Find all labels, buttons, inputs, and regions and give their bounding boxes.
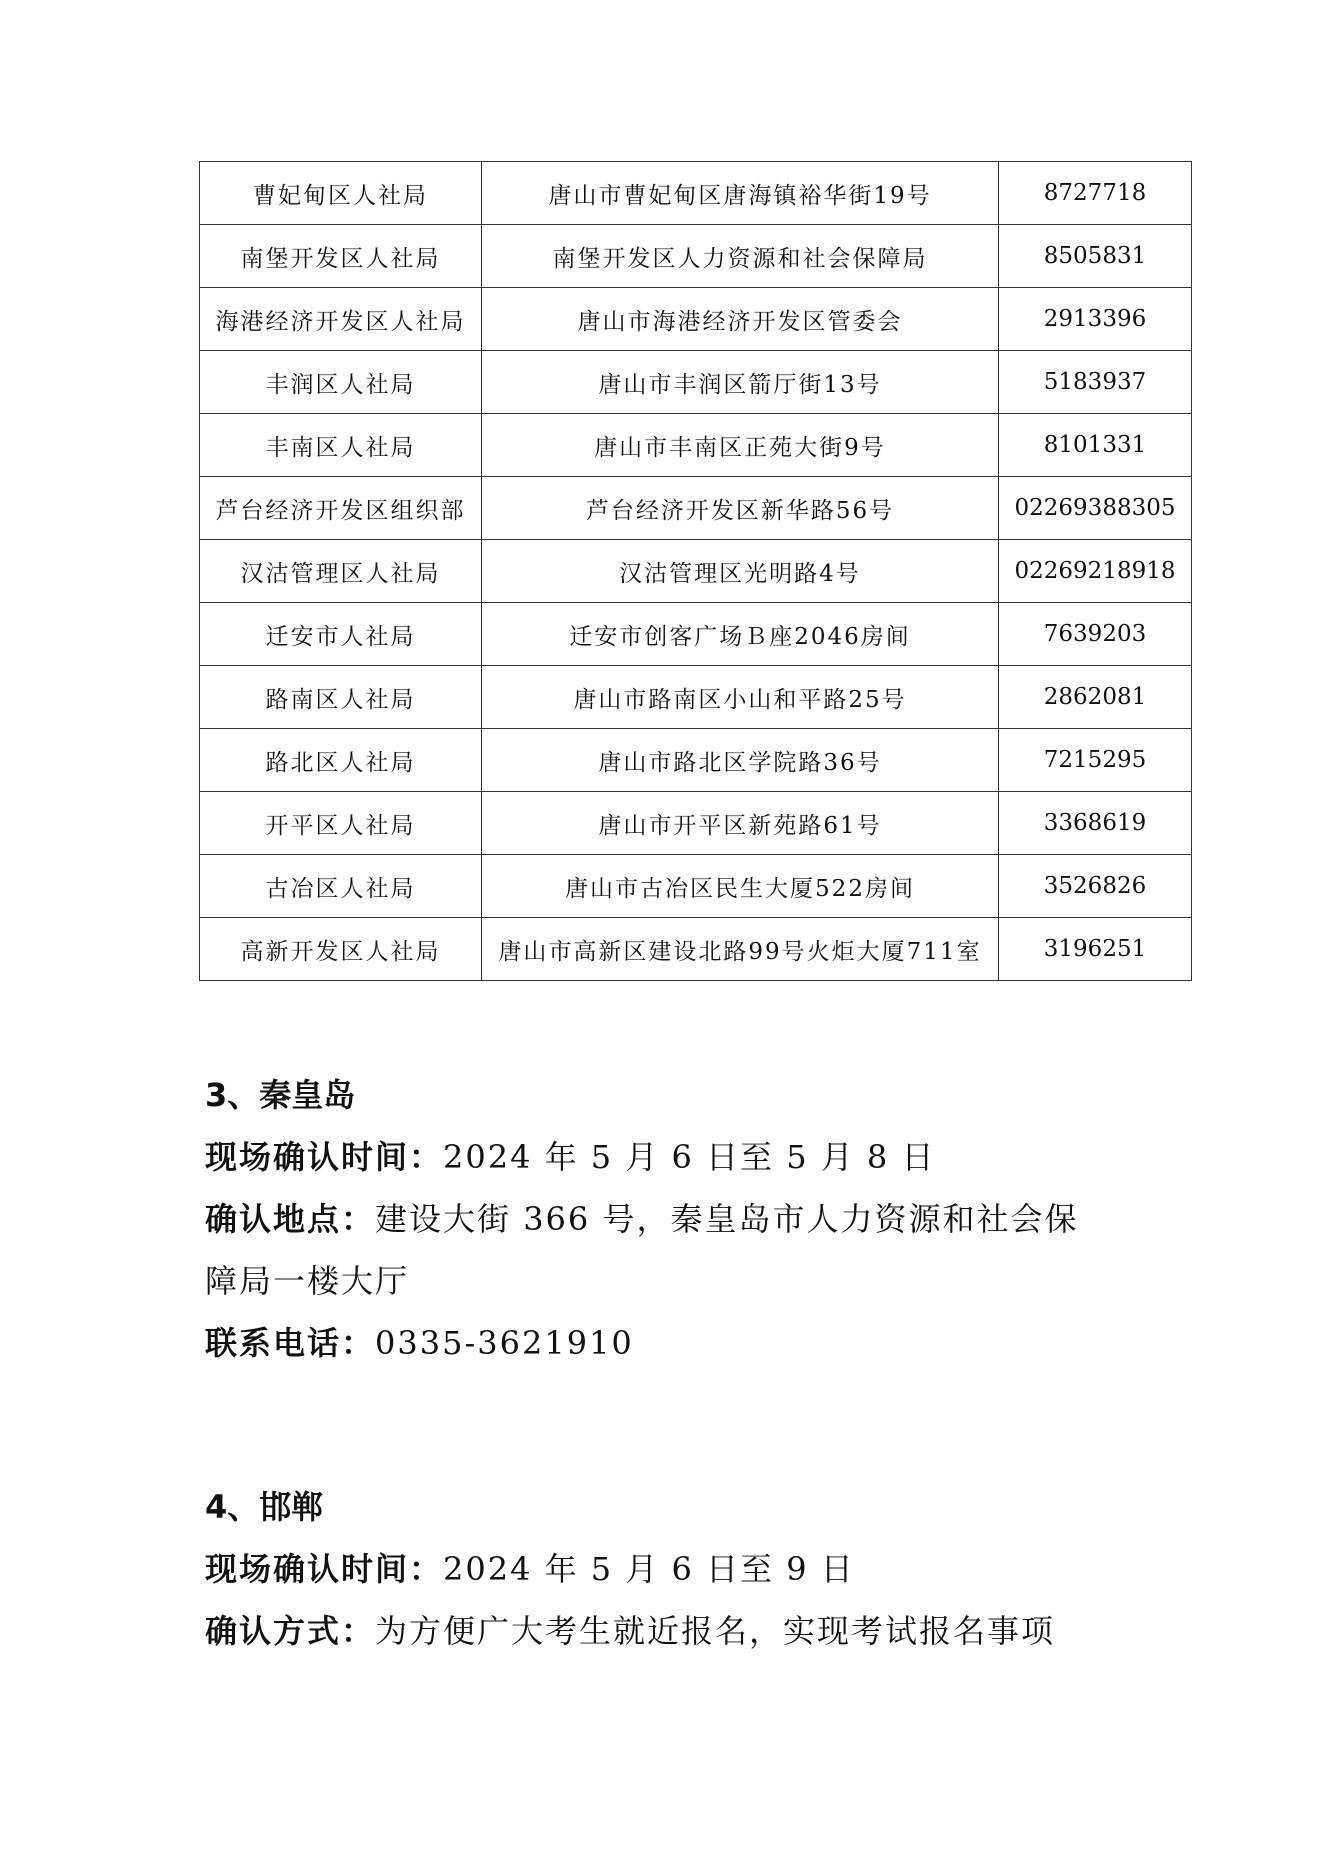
section-qinhuangdao — [205, 1064, 1165, 1374]
section-heading: 3、秦皇岛 — [205, 1076, 356, 1114]
confirm-time-line — [205, 1538, 1165, 1600]
table-row — [200, 288, 1192, 351]
confirm-place-value-continued: 障局一楼大厅 — [205, 1262, 410, 1300]
org-cell: 路北区人社局 — [200, 729, 482, 792]
phone-cell: 3368619 — [999, 792, 1192, 855]
org-cell: 曹妃甸区人社局 — [200, 162, 482, 225]
address-cell: 南堡开发区人力资源和社会保障局 — [482, 225, 999, 288]
table-row — [200, 729, 1192, 792]
contact-phone-line — [205, 1312, 1165, 1374]
address-cell: 唐山市丰润区箭厅街13号 — [482, 351, 999, 414]
phone-cell: 8101331 — [999, 414, 1192, 477]
confirm-place-label: 确认地点： — [205, 1200, 376, 1238]
table-row — [200, 477, 1192, 540]
address-cell: 汉沽管理区光明路4号 — [482, 540, 999, 603]
table-row — [200, 162, 1192, 225]
phone-cell: 7215295 — [999, 729, 1192, 792]
phone-cell: 8505831 — [999, 225, 1192, 288]
table-row — [200, 540, 1192, 603]
org-cell: 迁安市人社局 — [200, 603, 482, 666]
table-row — [200, 351, 1192, 414]
contact-phone-label: 联系电话： — [205, 1324, 376, 1362]
address-cell: 唐山市曹妃甸区唐海镇裕华街19号 — [482, 162, 999, 225]
phone-cell: 8727718 — [999, 162, 1192, 225]
address-cell: 迁安市创客广场Ｂ座2046房间 — [482, 603, 999, 666]
confirm-method-line — [205, 1600, 1165, 1662]
org-cell: 丰南区人社局 — [200, 414, 482, 477]
phone-cell: 5183937 — [999, 351, 1192, 414]
confirm-method-label: 确认方式： — [205, 1612, 376, 1650]
table-row — [200, 414, 1192, 477]
confirm-time-value: 2024 年 5 月 6 日至 5 月 8 日 — [443, 1138, 936, 1176]
address-cell: 唐山市海港经济开发区管委会 — [482, 288, 999, 351]
confirm-time-line — [205, 1126, 1165, 1188]
phone-cell: 2862081 — [999, 666, 1192, 729]
org-cell: 开平区人社局 — [200, 792, 482, 855]
org-cell: 海港经济开发区人社局 — [200, 288, 482, 351]
contact-phone-value: 0335-3621910 — [375, 1324, 634, 1362]
confirm-place-line-continued — [205, 1250, 1165, 1312]
org-cell: 路南区人社局 — [200, 666, 482, 729]
section-handan — [205, 1476, 1165, 1662]
address-cell: 唐山市路南区小山和平路25号 — [482, 666, 999, 729]
table-row — [200, 666, 1192, 729]
address-cell: 唐山市开平区新苑路61号 — [482, 792, 999, 855]
org-cell: 芦台经济开发区组织部 — [200, 477, 482, 540]
address-cell: 芦台经济开发区新华路56号 — [482, 477, 999, 540]
org-cell: 南堡开发区人社局 — [200, 225, 482, 288]
phone-cell: 3196251 — [999, 918, 1192, 981]
org-cell: 汉沽管理区人社局 — [200, 540, 482, 603]
table-body — [200, 162, 1192, 981]
org-cell: 高新开发区人社局 — [200, 918, 482, 981]
confirm-time-label: 现场确认时间： — [205, 1138, 444, 1176]
confirm-place-line — [205, 1188, 1165, 1250]
address-cell: 唐山市高新区建设北路99号火炬大厦711室 — [482, 918, 999, 981]
table-row — [200, 603, 1192, 666]
confirm-method-value: 为方便广大考生就近报名，实现考试报名事项 — [375, 1612, 1056, 1650]
table-row — [200, 918, 1192, 981]
address-cell: 唐山市丰南区正苑大街9号 — [482, 414, 999, 477]
address-cell: 唐山市古冶区民生大厦522房间 — [482, 855, 999, 918]
confirm-time-value: 2024 年 5 月 6 日至 9 日 — [443, 1550, 855, 1588]
contact-table — [199, 161, 1192, 981]
table-row — [200, 792, 1192, 855]
confirm-time-label: 现场确认时间： — [205, 1550, 444, 1588]
org-cell: 丰润区人社局 — [200, 351, 482, 414]
section-heading: 4、邯郸 — [205, 1488, 324, 1526]
phone-cell: 02269218918 — [999, 540, 1192, 603]
table-row — [200, 225, 1192, 288]
phone-cell: 02269388305 — [999, 477, 1192, 540]
phone-cell: 3526826 — [999, 855, 1192, 918]
org-cell: 古冶区人社局 — [200, 855, 482, 918]
address-cell: 唐山市路北区学院路36号 — [482, 729, 999, 792]
table-row — [200, 855, 1192, 918]
phone-cell: 7639203 — [999, 603, 1192, 666]
confirm-place-value: 建设大街 366 号，秦皇岛市人力资源和社会保 — [375, 1200, 1079, 1238]
phone-cell: 2913396 — [999, 288, 1192, 351]
